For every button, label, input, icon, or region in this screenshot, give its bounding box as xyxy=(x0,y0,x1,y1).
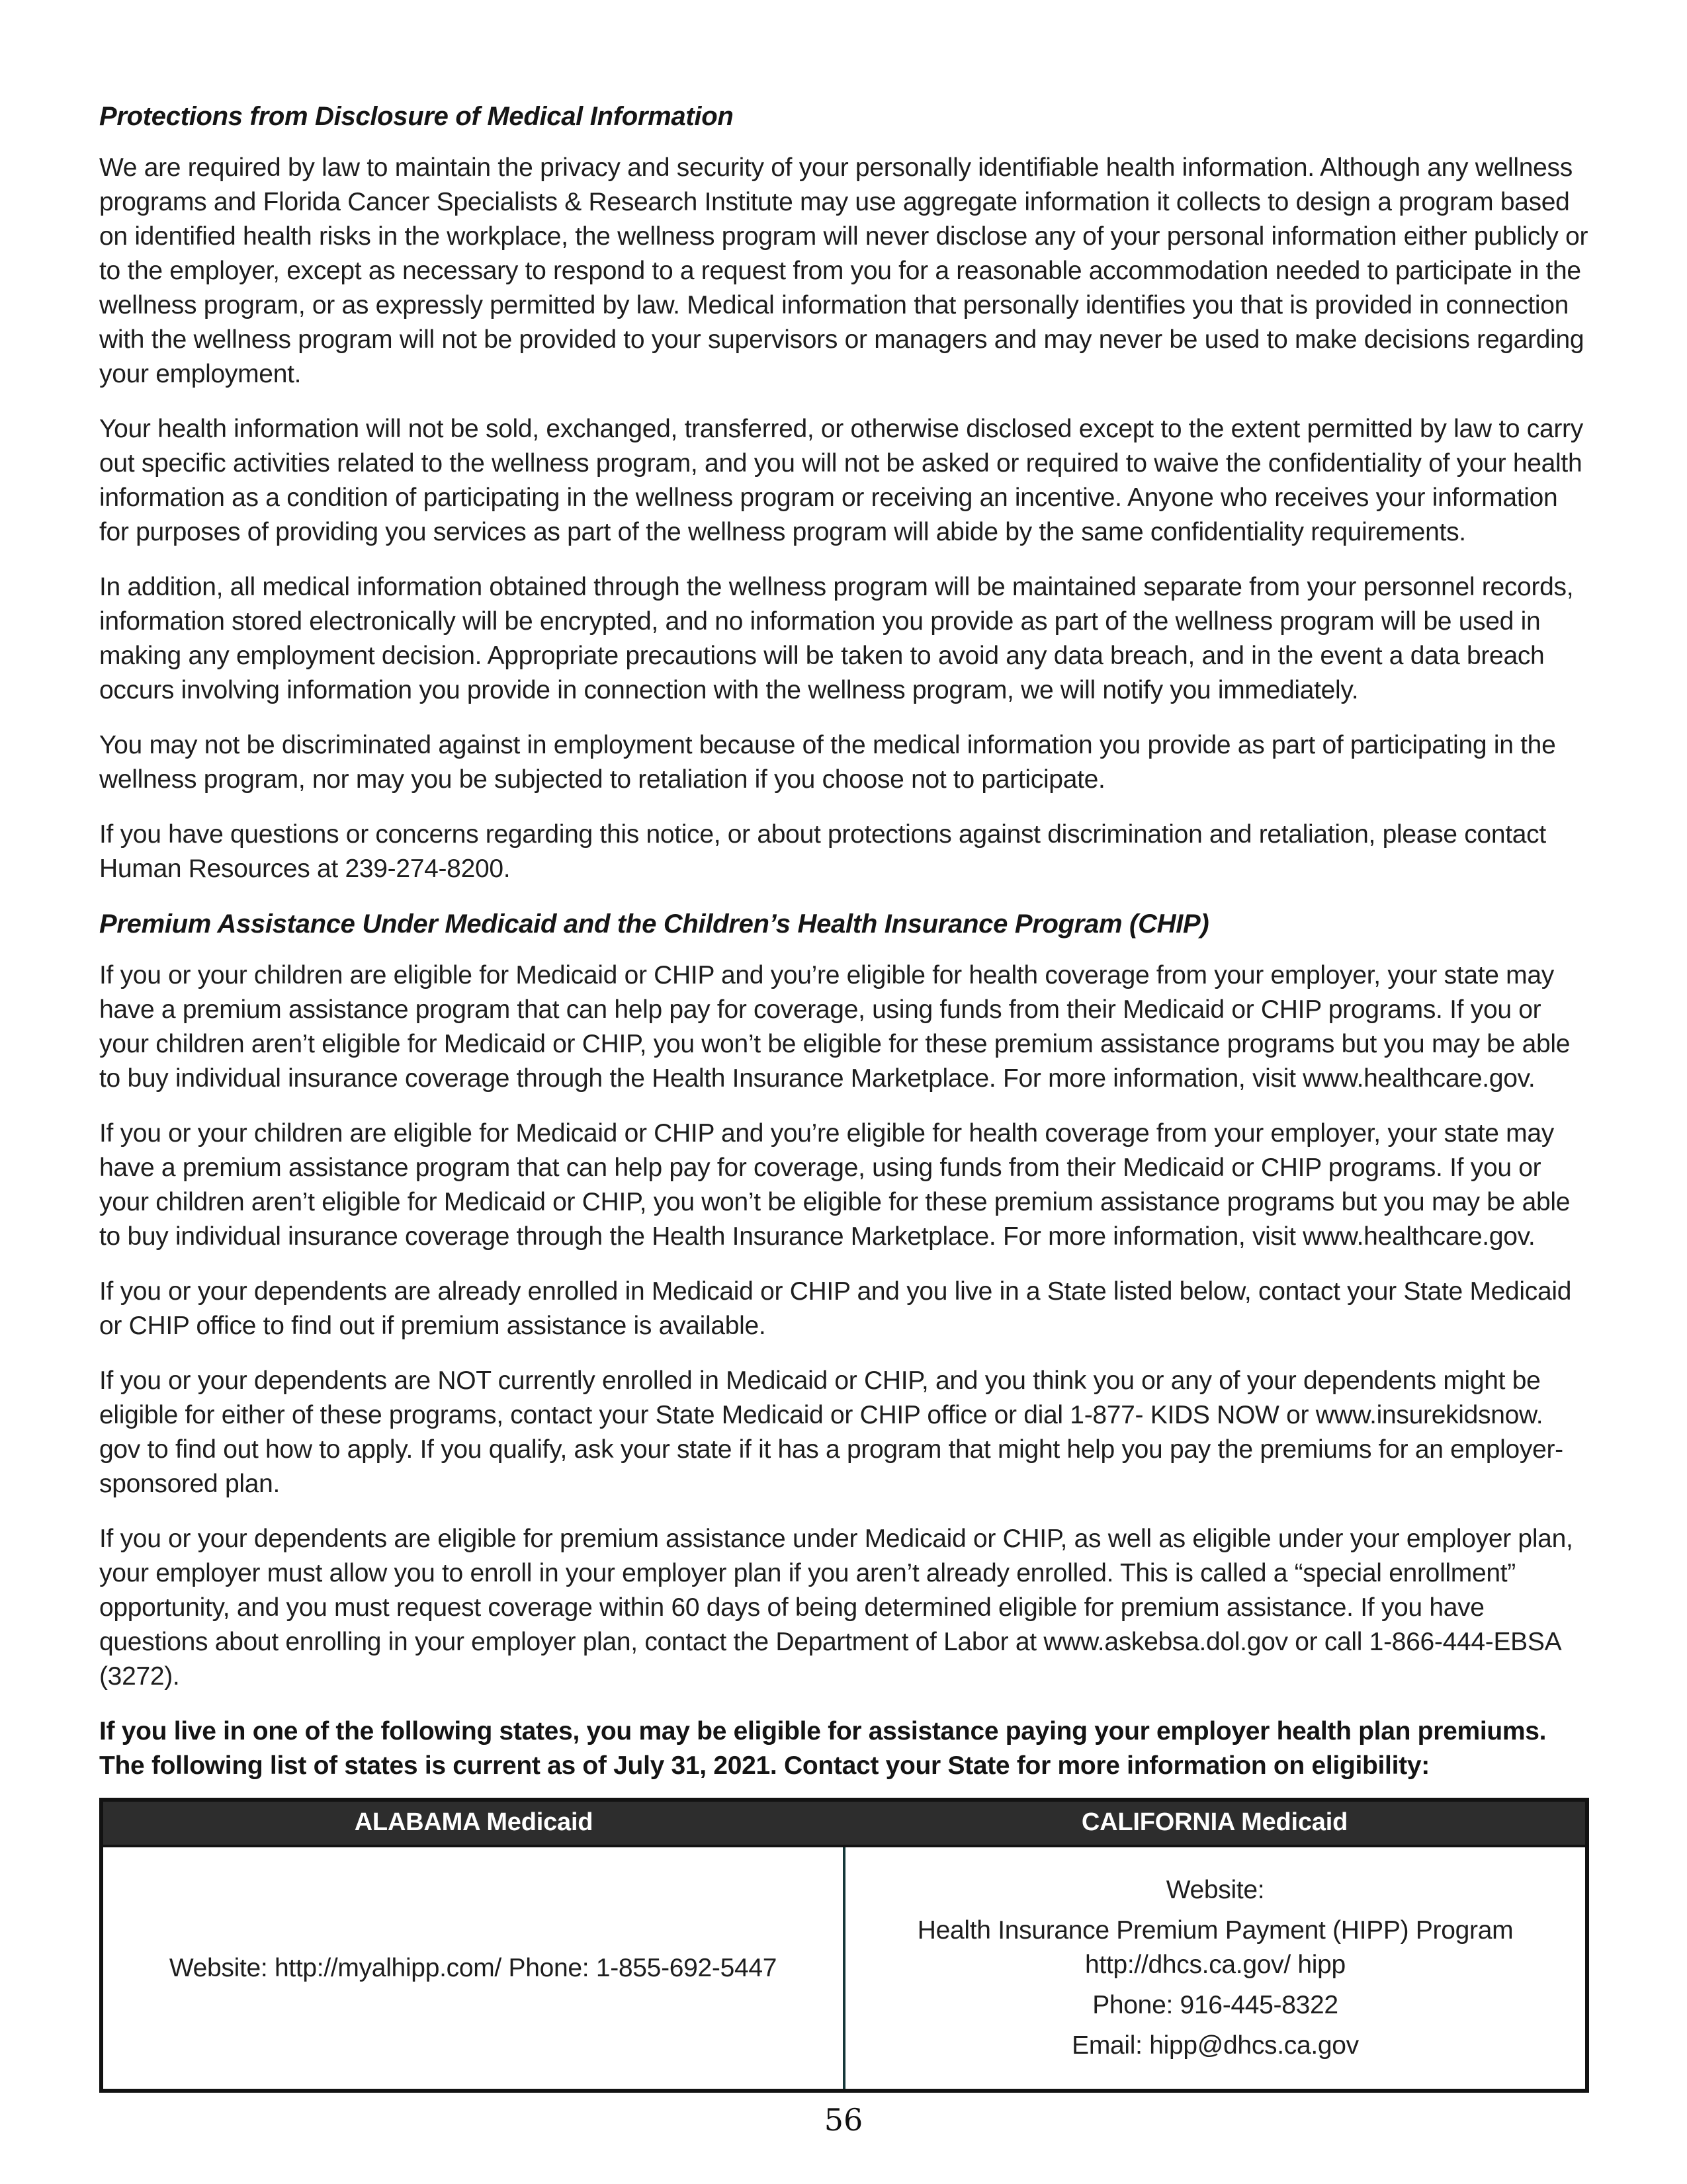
table-header-alabama-medicaid: ALABAMA Medicaid xyxy=(101,1800,844,1846)
california-hipp-program-url: Health Insurance Premium Payment (HIPP) Program http://dhcs.ca.gov/ hipp xyxy=(917,1916,1514,1979)
paragraph-premium-assistance-intro: If you or your children are eligible for Medicaid or CHIP and you’re eligible for health coverage from your employer, your state may have a premium assistance program that can help pay for coverage, using funds from their Medicaid or CHIP programs. If you or your children aren’t eligible for Medicaid or CHIP, you won’t be eligible for these premium assistance programs but you may be able to buy individual insurance coverage through the Health Insurance Marketplace. For more information, visit www.healthcare.gov. xyxy=(99,961,1571,1093)
table-cell-alabama xyxy=(101,1846,844,2091)
page-content xyxy=(99,99,1589,2093)
table-header-row xyxy=(101,1800,1587,1846)
california-website-label: Website: xyxy=(1166,1876,1265,1904)
paragraph-state-list-notice: If you live in one of the following states, you may be eligible for assistance paying your employer health plan premiums. The following list of states is current as of July 31, 2021. Contact your State for more information on eligibility: xyxy=(99,1717,1547,1780)
california-phone: Phone: 916-445-8322 xyxy=(1092,1991,1338,2019)
paragraph-privacy-security: We are required by law to maintain the privacy and security of your personally identifiable health information. Although any wellness programs and Florida Cancer Specialists & Research Institute may use aggregate information it collects to design a program based on identified health risks in the workplace, the wellness program will never disclose any of your personal information either publicly or to the employer, except as necessary to respond to a request from you for a reasonable accommodation needed to participate in the wellness program, or as expressly permitted by law. Medical information that personally identifies you that is provided in connection with the wellness program will not be provided to your supervisors or managers and may never be used to make decisions regarding your employment. xyxy=(99,153,1588,388)
section-heading-premium-assistance-chip: Premium Assistance Under Medicaid and the Children’s Health Insurance Program (CHIP) xyxy=(99,909,1209,939)
paragraph-no-sale-of-information: Your health information will not be sold, exchanged, transferred, or otherwise disclosed except to the extent permitted by law to carry out specific activities related to the wellness program, and you will not be asked or required to waive the confidentiality of your health information as a condition of participating in the wellness program or receiving an incentive. Anyone who receives your information for purposes of providing you services as part of the wellness program will abide by the same confidentiality requirements. xyxy=(99,415,1583,546)
section-heading-protections-from-disclosure: Protections from Disclosure of Medical Information xyxy=(99,102,734,131)
alabama-website-phone: Website: http://myalhipp.com/ Phone: 1-855-692-5447 xyxy=(169,1953,777,1982)
table-header-california-medicaid: CALIFORNIA Medicaid xyxy=(844,1800,1587,1846)
california-email: Email: hipp@dhcs.ca.gov xyxy=(1072,2031,1359,2060)
page-number: 56 xyxy=(824,2102,863,2138)
paragraph-already-enrolled: If you or your dependents are already enrolled in Medicaid or CHIP and you live in a State listed below, contact your State Medicaid or CHIP office to find out if premium assistance is available. xyxy=(99,1277,1572,1340)
paragraph-no-discrimination: You may not be discriminated against in employment because of the medical information you provide as part of participating in the wellness program, nor may you be subjected to retaliation if you choose not to participate. xyxy=(99,731,1556,794)
paragraph-not-enrolled-kids-now: If you or your dependents are NOT currently enrolled in Medicaid or CHIP, and you think you or any of your dependents might be eligible for either of these programs, contact your State Medicaid or CHIP office or dial 1-877- KIDS NOW or www.insurekidsnow. gov to find out how to apply. If you qualify, ask your state if it has a program that might help you pay the premiums for an employer-sponsored plan. xyxy=(99,1366,1563,1498)
state-medicaid-table-body xyxy=(101,1846,1587,2091)
paragraph-premium-assistance-intro-repeat: If you or your children are eligible for Medicaid or CHIP and you’re eligible for health coverage from your employer, your state may have a premium assistance program that can help pay for coverage, using funds from their Medicaid or CHIP programs. If you or your children aren’t eligible for Medicaid or CHIP, you won’t be eligible for these premium assistance programs but you may be able to buy individual insurance coverage through the Health Insurance Marketplace. For more information, visit www.healthcare.gov. xyxy=(99,1119,1571,1251)
table-cell-california xyxy=(844,1846,1587,2091)
paragraph-separate-records: In addition, all medical information obtained through the wellness program will be maintained separate from your personnel records, information stored electronically will be encrypted, and no information you provide as part of the wellness program will be used in making any employment decision. Appropriate precautions will be taken to avoid any data breach, and in the event a data breach occurs involving information you provide in connection with the wellness program, we will notify you immediately. xyxy=(99,573,1574,704)
state-medicaid-table-header xyxy=(101,1800,1587,1846)
state-medicaid-table xyxy=(99,1798,1589,2093)
paragraph-questions-contact-hr: If you have questions or concerns regarding this notice, or about protections against discrimination and retaliation, please contact Human Resources at 239-274-8200. xyxy=(99,820,1546,883)
table-row xyxy=(101,1846,1587,2091)
paragraph-special-enrollment: If you or your dependents are eligible for premium assistance under Medicaid or CHIP, as well as eligible under your employer plan, your employer must allow you to enroll in your employer plan if you aren’t already enrolled. This is called a “special enrollment” opportunity, and you must request coverage within 60 days of being determined eligible for premium assistance. If you have questions about enrolling in your employer plan, contact the Department of Labor at www.askebsa.dol.gov or call 1-866-444-EBSA (3272). xyxy=(99,1525,1573,1691)
